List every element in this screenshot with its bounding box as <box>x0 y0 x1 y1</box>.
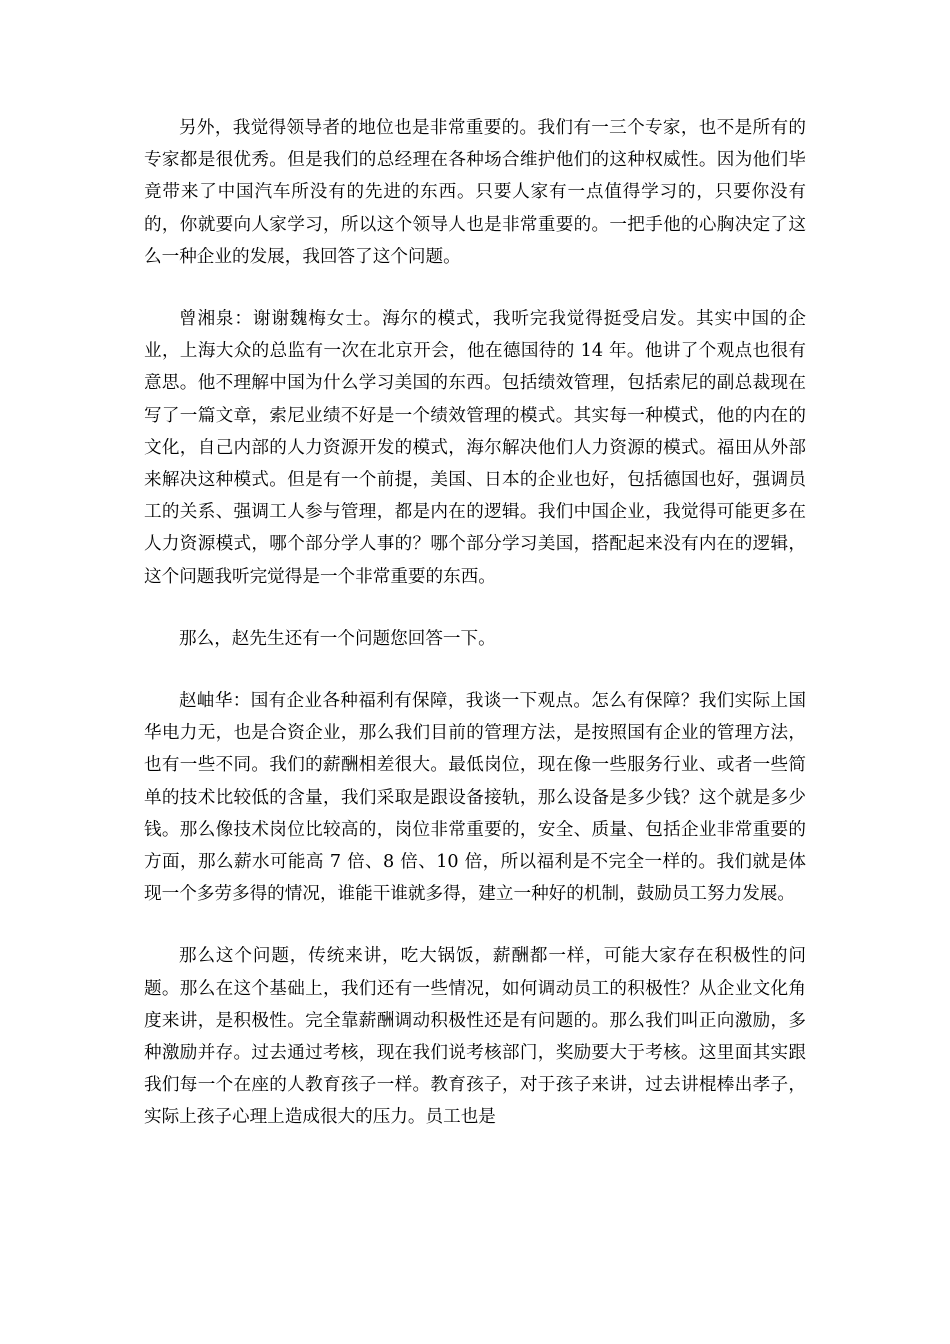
paragraph-zeng-xiangquan: 曾湘泉：谢谢魏梅女士。海尔的模式，我听完我觉得挺受启发。其实中国的企业，上海大众的总监有一次在北京开会，他在德国待的 14 年。他讲了个观点也很有意思。他不理解中国为什么学习美国的东西。包括绩效管理，包括索尼的副总裁现在写了一篇文章，索尼业绩不好是一个绩效管理的模式。其实每一种模式，他的内在的文化，自己内部的人力资源开发的模式，海尔解决他们人力资源的模式。福田从外部来解决这种模式。但是有一个前提，美国、日本的企业也好，包括德国也好，强调员工的关系、强调工人参与管理，都是内在的逻辑。我们中国企业，我觉得可能更多在人力资源模式，哪个部分学人事的？哪个部分学习美国，搭配起来没有内在的逻辑，这个问题我听完觉得是一个非常重要的东西。 <box>144 309 806 587</box>
paragraph-incentives: 那么这个问题，传统来讲，吃大锅饭，薪酬都一样，可能大家存在积极性的问题。那么在这个基础上，我们还有一些情况，如何调动员工的积极性？从企业文化角度来讲，是积极性。完全靠薪酬调动积极性还是有问题的。那么我们叫正向激励，多种激励并存。过去通过考核，现在我们说考核部门，奖励要大于考核。这里面其实跟我们每一个在座的人教育孩子一样。教育孩子，对于孩子来讲，过去讲棍棒出孝子，实际上孩子心理上造成很大的压力。员工也是 <box>144 946 806 1128</box>
document-body <box>144 112 806 1134</box>
paragraph-leadership: 另外，我觉得领导者的地位也是非常重要的。我们有一三个专家，也不是所有的专家都是很优秀。但是我们的总经理在各种场合维护他们的这种权威性。因为他们毕竟带来了中国汽车所没有的先进的东西。只要人家有一点值得学习的，只要你没有的，你就要向人家学习，所以这个领导人也是非常重要的。一把手他的心胸决定了这么一种企业的发展，我回答了这个问题。 <box>144 118 806 267</box>
paragraph-zhao-xiuhua: 赵岫华：国有企业各种福利有保障，我谈一下观点。怎么有保障？我们实际上国华电力无，也是合资企业，那么我们目前的管理方法，是按照国有企业的管理方法，也有一些不同。我们的薪酬相差很大。最低岗位，现在像一些服务行业、或者一些简单的技术比较低的含量，我们采取是跟设备接轨，那么设备是多少钱？这个就是多少钱。那么像技术岗位比较高的，岗位非常重要的，安全、质量、包括企业非常重要的方面，那么薪水可能高 7 倍、8 倍、10 倍，所以福利是不完全一样的。我们就是体现一个多劳多得的情况，谁能干谁就多得，建立一种好的机制，鼓励员工努力发展。 <box>144 691 806 905</box>
paragraph-question-to-zhao: 那么，赵先生还有一个问题您回答一下。 <box>179 628 496 649</box>
